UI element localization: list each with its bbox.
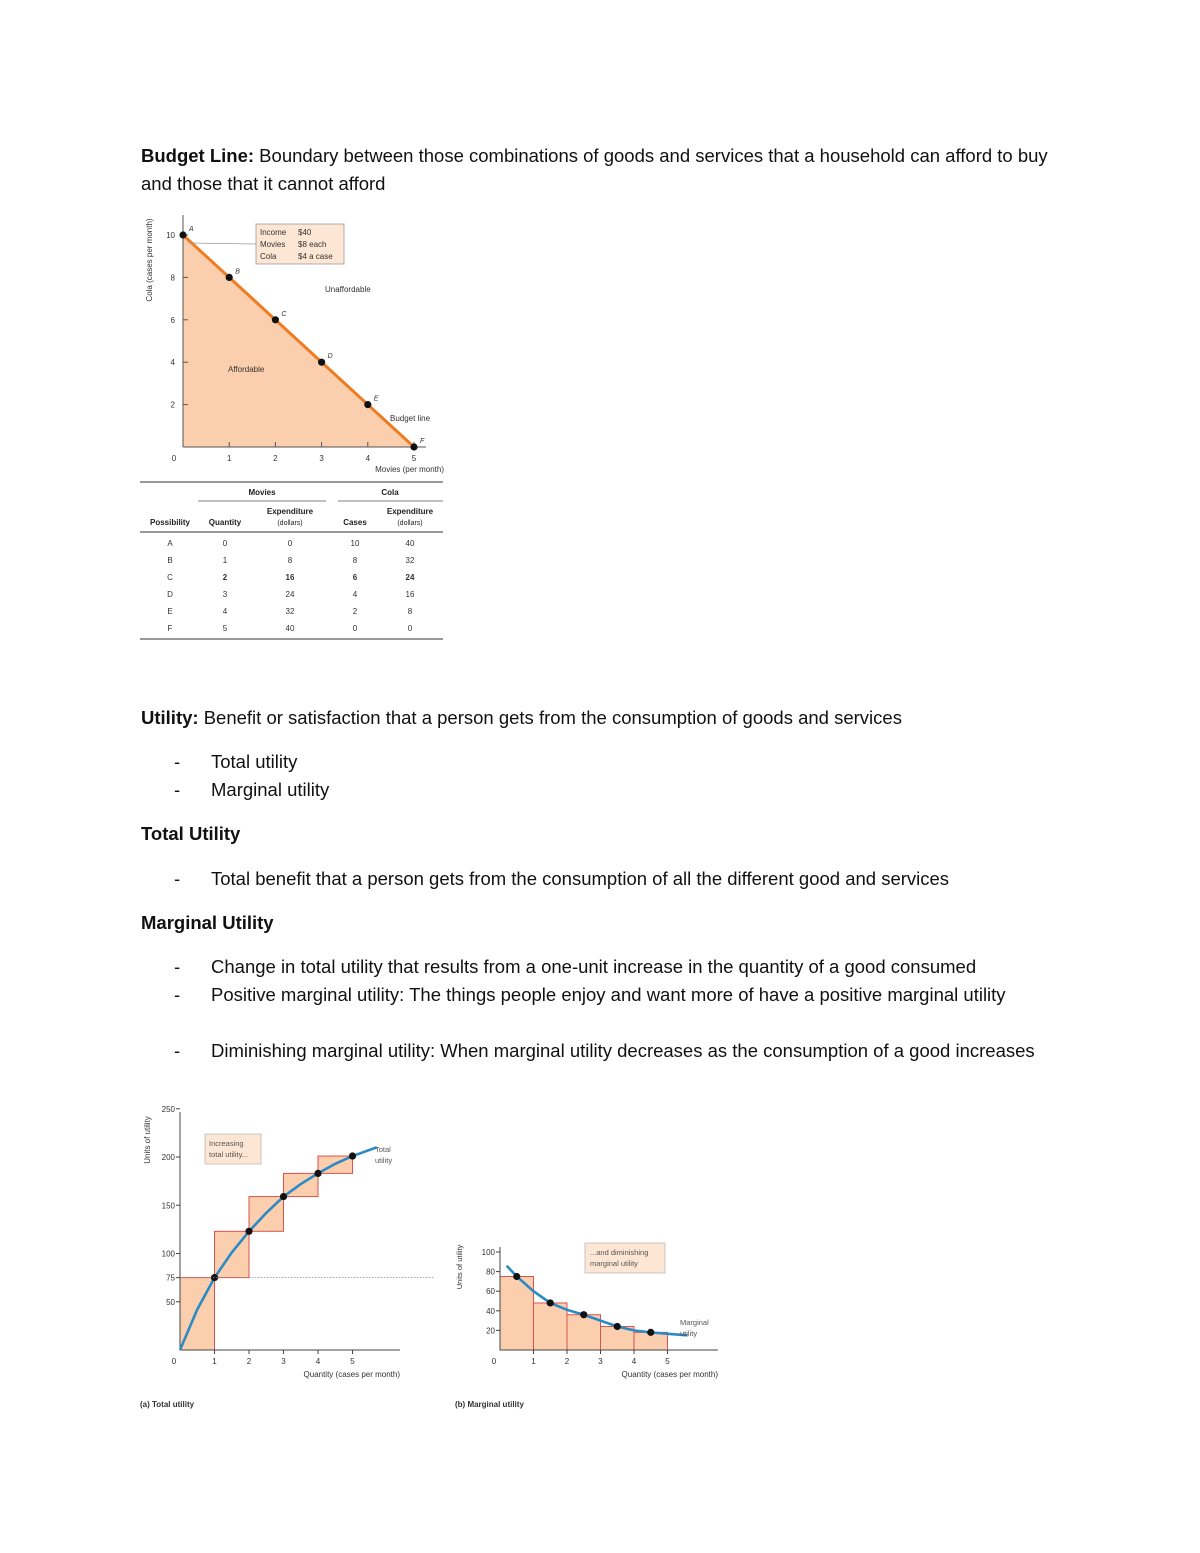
bullet-dash: -	[174, 984, 181, 1005]
budget-line-chart	[140, 210, 450, 480]
y-tick-label: 100	[161, 1249, 175, 1259]
y-tick-label: 10	[166, 231, 175, 240]
table-cell: 5	[222, 624, 228, 633]
table-cell: 0	[287, 539, 293, 548]
y-tick-label: 250	[161, 1104, 175, 1114]
x-tick-label: 4	[365, 454, 371, 463]
table-cell: 16	[405, 590, 415, 599]
table-cell: 4	[222, 607, 228, 616]
y-tick-label: 200	[161, 1153, 175, 1162]
table-cell: 32	[405, 556, 415, 565]
chart-caption: (b) Marginal utility	[455, 1400, 524, 1409]
list-item-text: Total utility	[211, 751, 298, 772]
table-cell: 4	[352, 590, 358, 599]
info-box-value: $4 a case	[298, 252, 333, 261]
utility-point	[580, 1311, 587, 1318]
x-tick-label: 0	[491, 1357, 497, 1366]
marginal-utility-chart	[450, 1235, 740, 1420]
bullet-dash: -	[174, 956, 181, 977]
budget-line-definition	[141, 142, 1061, 198]
x-tick-label: 5	[665, 1357, 670, 1366]
affordable-label: Affordable	[228, 365, 265, 374]
x-axis-label: Movies (per month)	[375, 465, 444, 474]
y-tick-label: 50	[166, 1297, 175, 1307]
list-item-text: Positive marginal utility: The things people enjoy and want more of have a positive marginal utility	[211, 984, 1006, 1005]
y-axis-label: Cola (cases per month)	[145, 218, 154, 302]
x-tick-label: 2	[564, 1357, 570, 1366]
point-label: A	[189, 226, 194, 233]
list-item-text: Total benefit that a person gets from the consumption of all the different good and services	[211, 868, 950, 889]
utility-point	[547, 1299, 554, 1306]
table-header-unit: (dollars)	[397, 520, 423, 527]
point-label: E	[373, 395, 379, 403]
x-tick-label: 1	[226, 454, 232, 463]
list-item-text: Diminishing marginal utility: When marginal utility decreases as the consumption of a good increases	[211, 1040, 1035, 1061]
table-cell: 24	[405, 573, 415, 582]
utility-point	[647, 1329, 654, 1336]
total-utility-heading: Total Utility	[141, 823, 241, 844]
x-tick-label: 3	[319, 454, 324, 463]
info-box-key: Movies	[260, 240, 286, 249]
y-tick-label: 150	[161, 1201, 175, 1211]
table-header: Expenditure	[386, 507, 434, 516]
point-label: C	[281, 310, 287, 318]
table-cell: A	[167, 539, 173, 548]
point-label: F	[420, 438, 425, 445]
table-cell: 2	[222, 573, 228, 582]
x-axis-label: Quantity (cases per month)	[621, 1370, 718, 1379]
x-tick-label: 5	[411, 454, 417, 463]
x-tick-label: 0	[171, 1357, 177, 1366]
bullet-dash: -	[174, 868, 181, 889]
utility-definition	[141, 704, 1061, 732]
y-tick-label: 80	[486, 1267, 495, 1277]
info-box-value: $8 each	[298, 240, 327, 249]
table-cell: 0	[352, 624, 358, 633]
y-tick-label: 2	[170, 400, 175, 410]
utility-bar	[534, 1303, 568, 1350]
table-cell: 0	[407, 624, 413, 633]
table-cell: 0	[222, 539, 228, 548]
utility-text: Benefit or satisfaction that a person gets from the consumption of goods and services	[198, 707, 902, 728]
bullet-dash: -	[174, 1040, 181, 1061]
table-header-unit: (dollars)	[277, 520, 303, 527]
table-group-movies: Movies	[248, 488, 276, 497]
budget-point	[226, 274, 233, 281]
budget-point	[364, 401, 371, 408]
x-tick-label: 1	[212, 1357, 217, 1366]
info-box-key: Income	[260, 228, 287, 237]
utility-point	[314, 1170, 321, 1177]
table-header: Possibility	[149, 518, 191, 527]
budget-point	[410, 443, 417, 450]
table-cell: 2	[352, 607, 358, 616]
x-axis-label: Quantity (cases per month)	[303, 1370, 400, 1379]
table-cell: 8	[287, 556, 293, 565]
budget-point	[179, 231, 186, 238]
y-tick-label: 60	[486, 1287, 495, 1297]
utility-point	[513, 1273, 520, 1280]
info-box-key: Cola	[260, 252, 277, 261]
table-cell: 1	[222, 556, 228, 565]
list-item-text: Change in total utility that results from a one-unit increase in the quantity of a good consumed	[211, 956, 977, 977]
table-group-cola: Cola	[381, 488, 399, 497]
table-header: Cases	[343, 518, 367, 527]
x-tick-label: 2	[273, 454, 278, 463]
info-box-pointer	[189, 243, 256, 244]
table-cell: 32	[285, 607, 295, 616]
y-axis-label: Units of utility	[455, 1244, 464, 1290]
y-tick-label: 4	[170, 358, 175, 368]
table-header: Quantity	[208, 518, 242, 527]
table-header: Expenditure	[266, 507, 314, 516]
y-tick-label: 40	[486, 1306, 495, 1316]
y-tick-label: 6	[170, 315, 175, 325]
table-cell: D	[167, 590, 173, 599]
table-cell: 16	[285, 573, 295, 582]
marginal-utility-heading: Marginal Utility	[141, 912, 274, 933]
list-item-text: Marginal utility	[211, 779, 330, 800]
utility-term: Utility:	[141, 707, 199, 728]
table-cell: 6	[352, 573, 358, 582]
table-cell: E	[167, 607, 173, 616]
table-cell: 24	[285, 590, 295, 599]
unaffordable-label: Unaffordable	[325, 285, 371, 294]
budget-line-label: Budget line	[390, 414, 431, 423]
budget-line-text: Boundary between those combinations of goods and services that a household can afford to buy and those that it cannot afford	[141, 145, 1048, 194]
table-cell: 40	[405, 539, 415, 548]
point-label: D	[327, 353, 333, 361]
annotation-text: ...and diminishing	[590, 1248, 649, 1257]
info-box-value: $40	[298, 228, 312, 237]
utility-point	[614, 1323, 621, 1330]
table-cell: B	[167, 556, 173, 565]
y-tick-label: 75	[166, 1273, 175, 1283]
x-tick-label: 1	[531, 1357, 536, 1366]
chart-caption: (a) Total utility	[140, 1400, 195, 1409]
curve-label: utility	[375, 1156, 393, 1165]
total-utility-chart	[135, 1100, 435, 1420]
y-axis-label: Units of utility	[143, 1116, 152, 1164]
table-cell: C	[167, 573, 173, 582]
x-tick-label: 4	[315, 1357, 321, 1366]
y-tick-label: 8	[170, 273, 175, 283]
y-tick-label: 20	[486, 1326, 495, 1336]
x-tick-label: 3	[281, 1357, 286, 1366]
bullet-dash: -	[174, 779, 181, 800]
x-tick-label: 0	[171, 454, 177, 463]
table-cell: F	[167, 624, 173, 633]
budget-point	[272, 316, 279, 323]
point-label: B	[235, 268, 240, 276]
table-cell: 10	[350, 539, 360, 548]
budget-table	[140, 480, 445, 642]
y-tick-label: 100	[481, 1248, 495, 1257]
table-cell: 40	[285, 624, 295, 633]
budget-point	[318, 359, 325, 366]
table-cell: 3	[222, 590, 228, 599]
x-tick-label: 3	[598, 1357, 603, 1366]
annotation-text: Increasing	[209, 1139, 244, 1148]
bullet-dash: -	[174, 751, 181, 772]
annotation-text: total utility...	[209, 1150, 249, 1159]
utility-point	[349, 1152, 356, 1159]
curve-label: Total	[375, 1145, 391, 1154]
annotation-text: marginal utility	[590, 1259, 638, 1268]
x-tick-label: 4	[631, 1357, 637, 1366]
x-tick-label: 2	[246, 1357, 252, 1366]
curve-label: utility	[680, 1329, 698, 1338]
utility-point	[280, 1193, 287, 1200]
table-cell: 8	[352, 556, 358, 565]
utility-point	[245, 1228, 252, 1235]
budget-line-term: Budget Line:	[141, 145, 255, 166]
table-cell: 8	[407, 607, 413, 616]
x-tick-label: 5	[350, 1357, 355, 1366]
curve-label: Marginal	[680, 1318, 709, 1327]
